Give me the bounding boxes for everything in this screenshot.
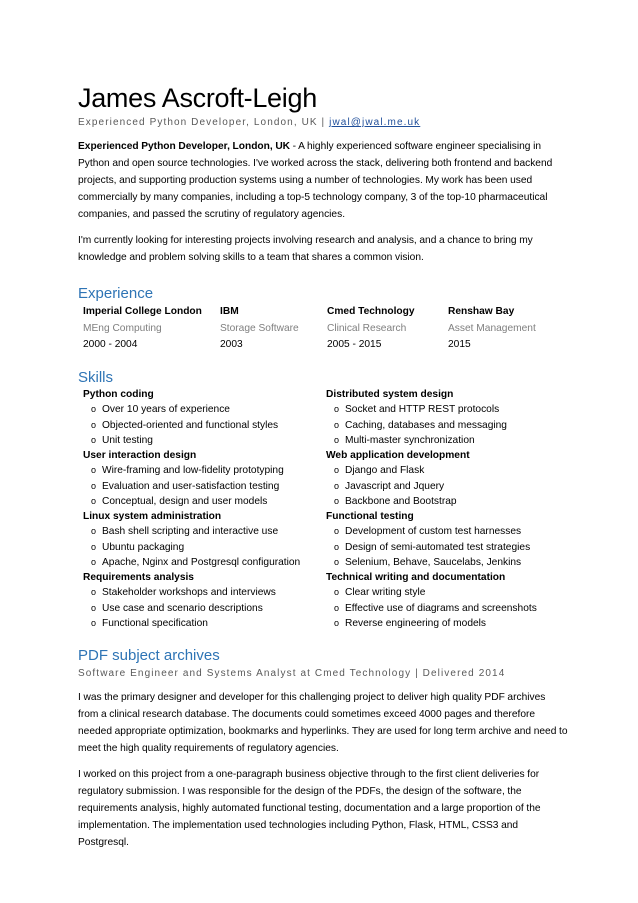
bullet-icon: o bbox=[334, 618, 340, 628]
bullet-icon: o bbox=[91, 602, 97, 613]
bullet-icon: o bbox=[334, 541, 340, 552]
skill-text: Conceptual, design and user models bbox=[102, 496, 268, 507]
experience-role: Asset Management bbox=[448, 322, 536, 334]
skill-text: Unit testing bbox=[102, 435, 153, 446]
skill-text: Backbone and Bootstrap bbox=[345, 496, 457, 507]
bullet-icon: o bbox=[91, 465, 97, 475]
candidate-name: James Ascroft-Leigh bbox=[78, 83, 317, 113]
skill-text: Stakeholder workshops and interviews bbox=[102, 587, 276, 598]
skill-text: Reverse engineering of models bbox=[345, 618, 487, 629]
skill-item bbox=[83, 585, 326, 601]
experience-item bbox=[327, 304, 448, 354]
subtitle-text: Experienced Python Developer, London, UK | bbox=[78, 117, 330, 128]
experience-role: MEng Computing bbox=[83, 322, 162, 334]
skill-item bbox=[83, 433, 326, 449]
skill-item bbox=[83, 555, 326, 571]
intro-paragraph-2: I'm currently looking for interesting projects involving research and analysis, and a chance to bring my knowledge and problem solving skills to a team that shares a common vision. bbox=[78, 235, 533, 263]
skill-item bbox=[83, 601, 326, 617]
skill-item bbox=[326, 418, 566, 434]
bullet-icon: o bbox=[334, 526, 340, 536]
skill-text: Over 10 years of experience bbox=[102, 404, 230, 415]
header-subtitle bbox=[78, 116, 568, 129]
skill-item bbox=[83, 479, 326, 495]
experience-role: Clinical Research bbox=[327, 322, 407, 334]
skill-item bbox=[83, 418, 326, 434]
bullet-icon: o bbox=[334, 480, 340, 491]
bullet-icon: o bbox=[91, 419, 97, 430]
skill-text: Functional specification bbox=[102, 618, 208, 629]
bullet-icon: o bbox=[334, 496, 340, 506]
experience-dates: 2015 bbox=[448, 339, 471, 350]
resume-content bbox=[78, 82, 568, 851]
experience-org: Renshaw Bay bbox=[448, 306, 515, 317]
skill-category: Linux system administration bbox=[83, 510, 222, 522]
skill-category: Technical writing and documentation bbox=[326, 571, 506, 583]
project-paragraph-2: I worked on this project from a one-paragraph business objective through to the first client deliveries for regulatory submission. I was responsible for the design of the PDFs, the design of the software, the requirements analysis, highly automated functional testing, documentation and a large proportion of the implementation. The implementation used technologies including Python, Flask, HTML, CSS3 and Postgresql. bbox=[78, 768, 541, 848]
skill-item bbox=[326, 433, 566, 449]
skill-item bbox=[83, 524, 326, 540]
skill-category: Web application development bbox=[326, 449, 470, 461]
experience-org: IBM bbox=[220, 306, 239, 317]
skill-category: Functional testing bbox=[326, 510, 414, 522]
skill-text: Objected-oriented and functional styles bbox=[102, 419, 279, 431]
experience-heading: Experience bbox=[78, 285, 154, 302]
intro-text: - A highly experienced software engineer specialising in Python and open source technologies. I've worked across the stack, delivering both frontend and backend projects, and supporting production systems using a number of technologies. My work has been used commercially by many companies, including a top-5 technology company, 3 of the top-10 pharmaceutical companies, and passed the scrutiny of regulatory agencies. bbox=[78, 141, 553, 220]
bullet-icon: o bbox=[91, 541, 97, 552]
skill-item bbox=[326, 524, 566, 540]
skill-item bbox=[326, 555, 566, 571]
skill-text: Evaluation and user-satisfaction testing bbox=[102, 480, 280, 492]
experience-dates: 2005 - 2015 bbox=[327, 339, 382, 350]
experience-dates: 2003 bbox=[220, 339, 243, 350]
bullet-icon: o bbox=[334, 435, 340, 445]
skills-column-left bbox=[83, 388, 326, 632]
skill-text: Django and Flask bbox=[345, 465, 425, 476]
skill-item bbox=[83, 463, 326, 479]
skill-item bbox=[83, 616, 326, 632]
bullet-icon: o bbox=[91, 496, 97, 506]
email-link[interactable]: jwal@jwal.me.uk bbox=[329, 117, 421, 128]
bullet-icon: o bbox=[334, 602, 340, 613]
skill-text: Multi-master synchronization bbox=[345, 435, 475, 446]
intro-paragraph bbox=[78, 138, 568, 223]
skill-item bbox=[326, 616, 566, 632]
experience-item bbox=[83, 304, 220, 354]
project-heading: PDF subject archives bbox=[78, 646, 220, 664]
bullet-icon: o bbox=[91, 435, 97, 445]
skill-item bbox=[326, 540, 566, 556]
experience-table bbox=[78, 304, 568, 354]
experience-item bbox=[448, 304, 563, 354]
skill-text: Wire-framing and low-fidelity prototyping bbox=[102, 465, 284, 476]
experience-org: Imperial College London bbox=[83, 306, 202, 317]
skill-text: Use case and scenario descriptions bbox=[102, 602, 263, 614]
skill-item bbox=[83, 494, 326, 510]
bullet-icon: o bbox=[91, 557, 97, 567]
project-paragraph: I was the primary designer and developer for this challenging project to deliver high quality PDF archives from a clinical research database. The documents could sometimes exceed 4000 pages and therefore needed appropriate optimization, bookmarks and hyperlinks. They are used for long term archive and need to meet the high quality requirements of regulatory agencies. bbox=[78, 691, 568, 754]
experience-dates: 2000 - 2004 bbox=[83, 339, 138, 350]
bullet-icon: o bbox=[334, 404, 340, 414]
skill-category: Python coding bbox=[83, 388, 154, 400]
skill-text: Effective use of diagrams and screenshots bbox=[345, 602, 537, 614]
skill-item bbox=[326, 463, 566, 479]
experience-role: Storage Software bbox=[220, 322, 299, 334]
skills-table bbox=[78, 388, 568, 632]
skill-text: Socket and HTTP REST protocols bbox=[345, 404, 500, 415]
bullet-icon: o bbox=[91, 480, 97, 491]
skill-item bbox=[83, 540, 326, 556]
skill-text: Apache, Nginx and Postgresql configuration bbox=[102, 557, 301, 568]
skill-text: Bash shell scripting and interactive use bbox=[102, 526, 279, 537]
bullet-icon: o bbox=[91, 404, 97, 414]
skill-text: Selenium, Behave, Saucelabs, Jenkins bbox=[345, 557, 522, 568]
experience-item bbox=[220, 304, 327, 354]
skill-category: User interaction design bbox=[83, 449, 197, 461]
skill-text: Clear writing style bbox=[345, 587, 426, 598]
skill-text: Ubuntu packaging bbox=[102, 541, 185, 553]
project-subtitle: Software Engineer and Systems Analyst at Cmed Technology | Delivered 2014 bbox=[78, 667, 506, 679]
skill-item bbox=[83, 402, 326, 418]
intro-lead: Experienced Python Developer, London, UK bbox=[78, 141, 291, 152]
skill-text: Caching, databases and messaging bbox=[345, 419, 507, 431]
bullet-icon: o bbox=[91, 618, 97, 628]
skill-text: Javascript and Jquery bbox=[345, 480, 445, 492]
skill-item bbox=[326, 402, 566, 418]
bullet-icon: o bbox=[91, 526, 97, 536]
skill-item bbox=[326, 601, 566, 617]
bullet-icon: o bbox=[334, 587, 340, 597]
skill-item bbox=[326, 494, 566, 510]
bullet-icon: o bbox=[91, 587, 97, 597]
bullet-icon: o bbox=[334, 557, 340, 567]
experience-org: Cmed Technology bbox=[327, 306, 415, 317]
skill-text: Development of custom test harnesses bbox=[345, 526, 522, 537]
skill-text: Design of semi-automated test strategies bbox=[345, 541, 531, 553]
skill-item bbox=[326, 479, 566, 495]
skill-category: Requirements analysis bbox=[83, 571, 194, 583]
bullet-icon: o bbox=[334, 465, 340, 475]
skills-column-right bbox=[326, 388, 566, 632]
skill-category: Distributed system design bbox=[326, 388, 454, 400]
bullet-icon: o bbox=[334, 419, 340, 430]
skill-item bbox=[326, 585, 566, 601]
skills-heading: Skills bbox=[78, 368, 114, 386]
